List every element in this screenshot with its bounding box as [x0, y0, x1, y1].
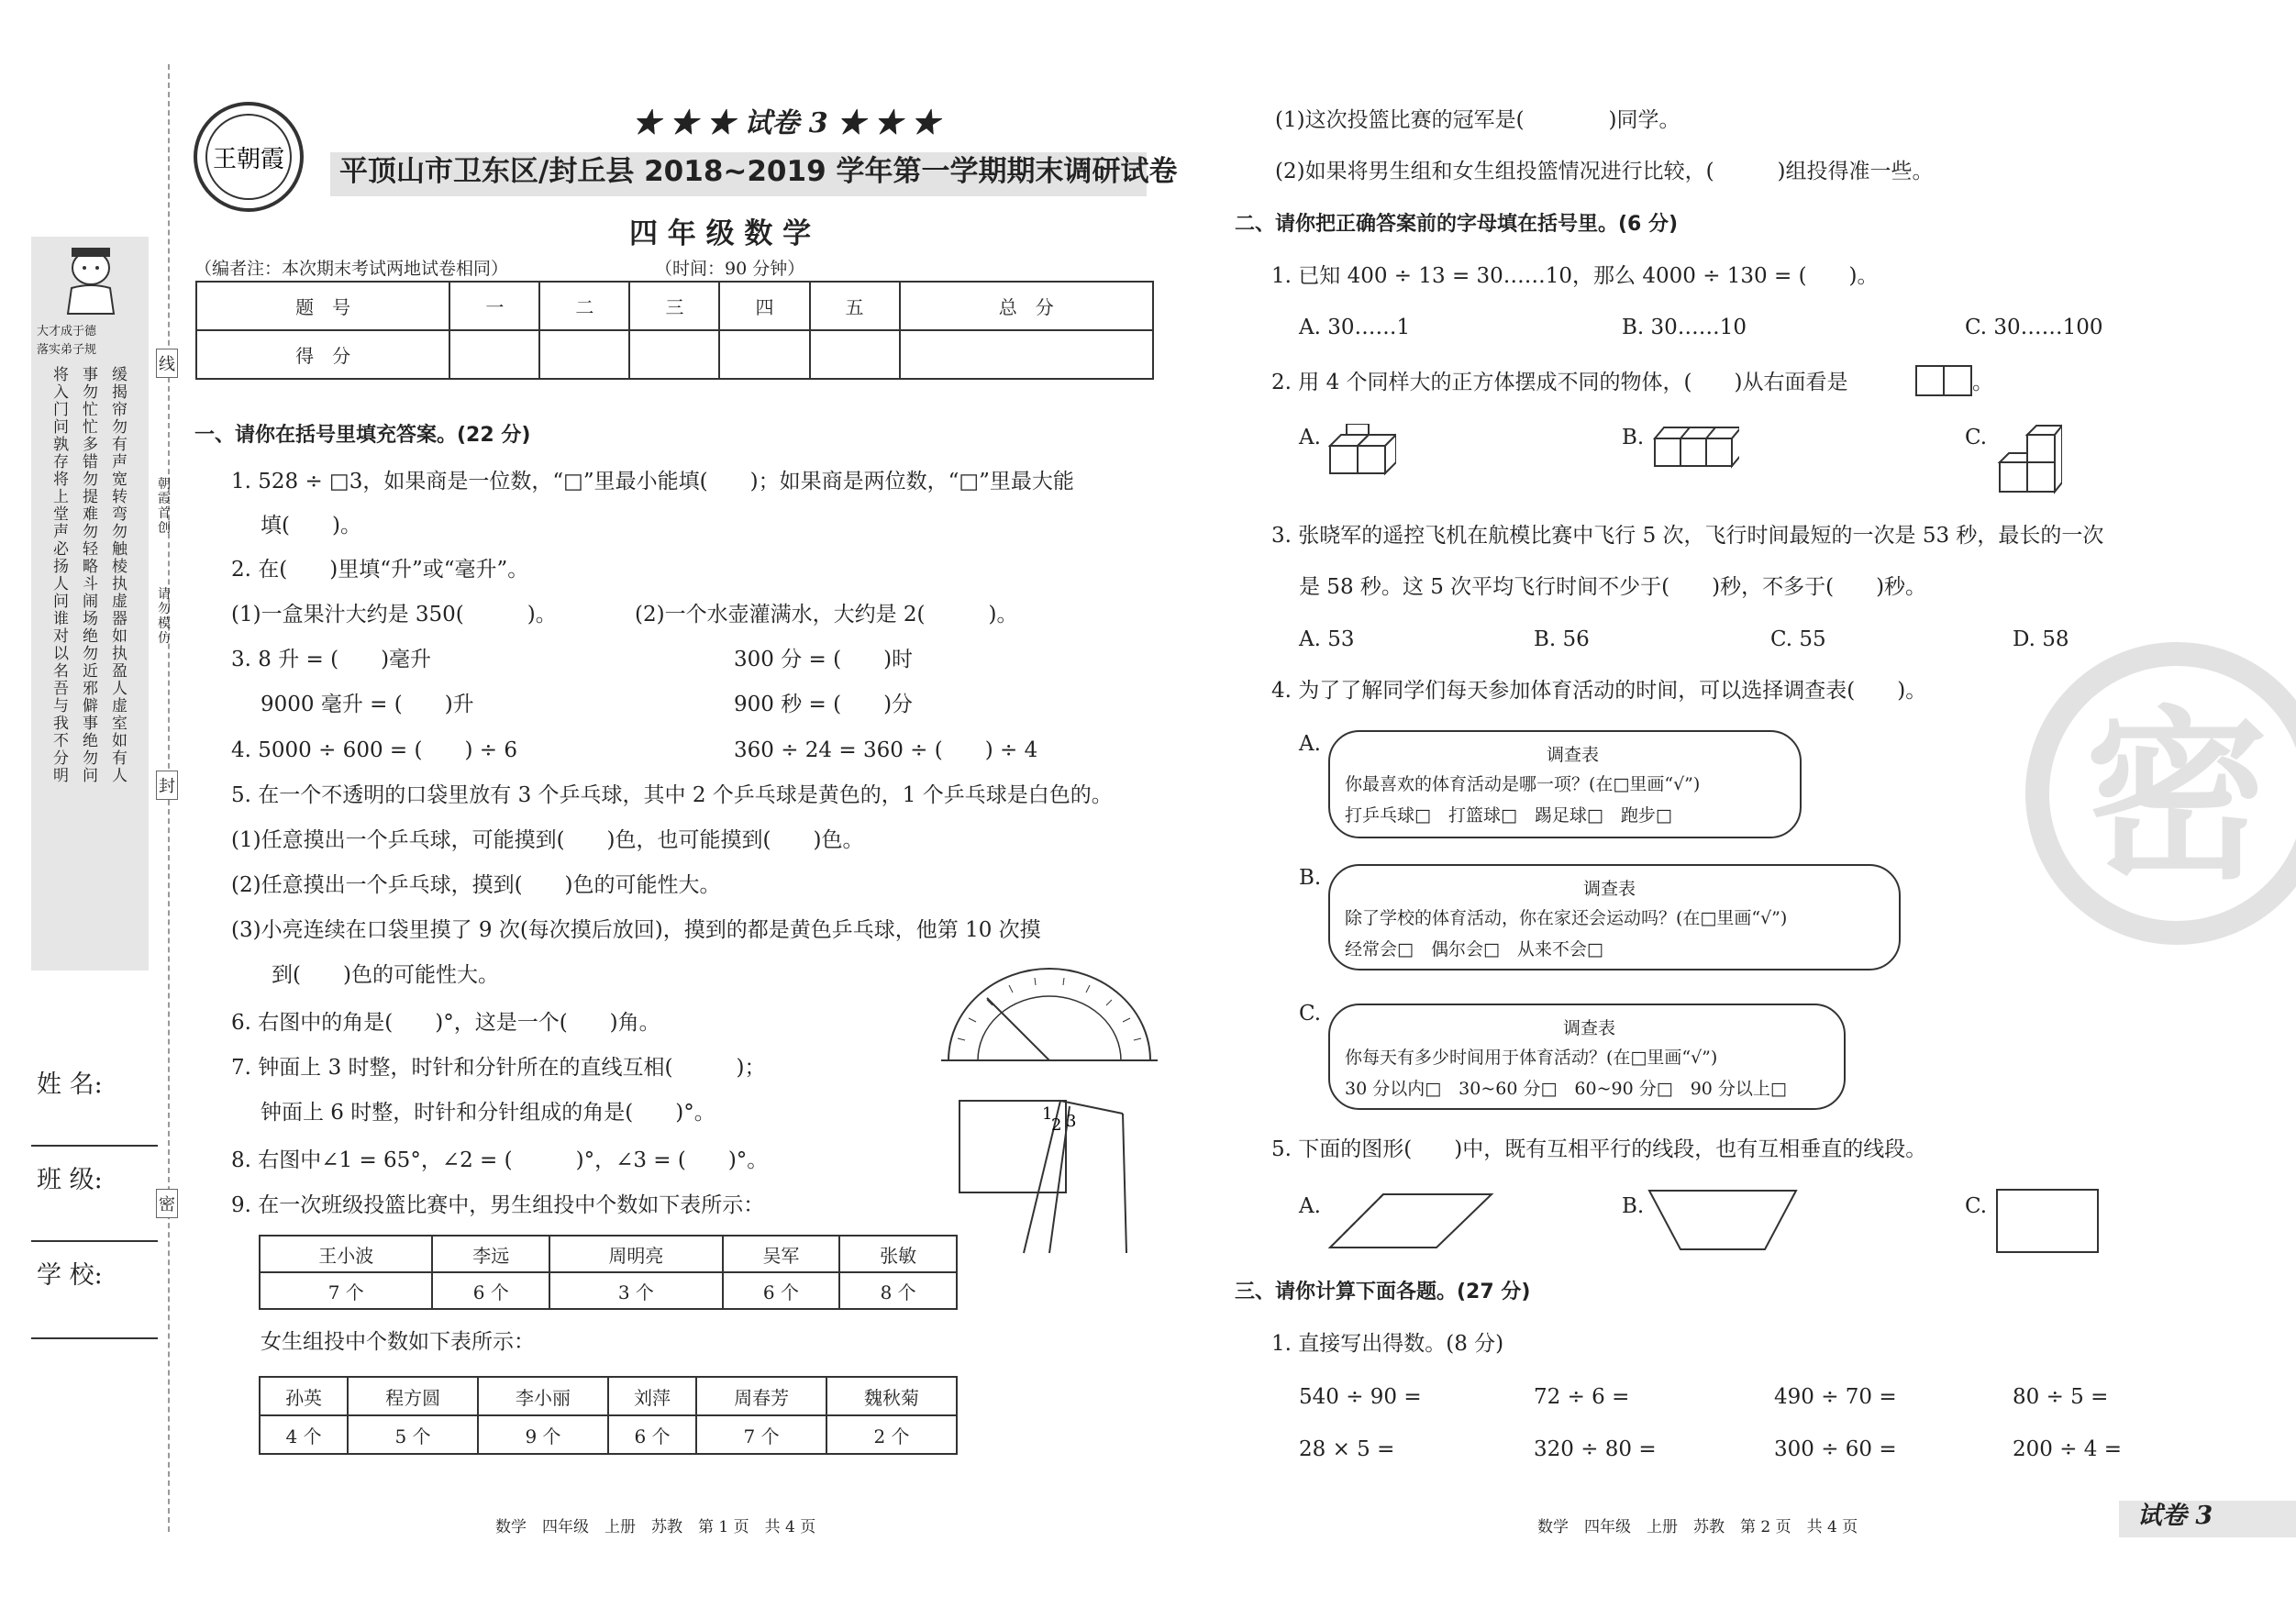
survey-table-b	[1328, 864, 1901, 970]
angle-label-2: 2	[1051, 1115, 1062, 1135]
exam-badge-text: 试卷 3	[744, 107, 828, 139]
girls-count-cell: 5 个	[348, 1415, 478, 1454]
question-5-3-line-2: 到( )色的可能性大。	[272, 963, 499, 987]
motto-top-2: 落实弟子规	[37, 343, 97, 357]
score-table	[195, 281, 1154, 380]
secret-stamp-text: 密	[2084, 691, 2268, 904]
question-4a: 4. 5000 ÷ 600 = ( ) ÷ 6	[231, 738, 517, 762]
question-5: 5. 在一个不透明的口袋里放有 3 个乒乓球，其中 2 个乒乓球是黄色的，1 个乒乓球是白色的。	[231, 783, 1113, 807]
question-3c: 9000 毫升 = ( )升	[261, 693, 474, 716]
exam-title: 平顶山市卫东区/封丘县 2018~2019 学年第一学期期末调研试卷	[339, 155, 1178, 188]
logo-emblem	[191, 99, 306, 215]
choice-4: 4. 为了了解同学们每天参加体育活动的时间，可以选择调查表( )。	[1271, 679, 1927, 703]
school-field[interactable]	[31, 1337, 158, 1339]
question-6: 6. 右图中的角是( )°，这是一个( )角。	[231, 1011, 660, 1035]
calc-item: 300 ÷ 60 =	[1774, 1437, 1897, 1461]
choice-2-option-c: C.	[1965, 426, 1988, 449]
calc-item: 80 ÷ 5 =	[2013, 1385, 2109, 1409]
choice-1-option-b: B. 30……10	[1622, 316, 1747, 339]
survey-c-title: 调查表	[1563, 1018, 1616, 1038]
boys-count-cell: 7 个	[260, 1272, 432, 1309]
motto-column-2: 事勿忙忙多错勿提难勿轻略斗闹场绝勿近邪僻事绝勿问	[83, 366, 98, 785]
class-field[interactable]	[31, 1240, 158, 1242]
choice-1: 1. 已知 400 ÷ 13 = 30……10，那么 4000 ÷ 130 = ( )。	[1271, 264, 1879, 288]
choice-3-option-b: B. 56	[1534, 627, 1590, 651]
name-field[interactable]	[31, 1145, 158, 1147]
question-3a: 3. 8 升 = ( )毫升	[231, 648, 432, 671]
girls-count-cell: 7 个	[696, 1415, 826, 1454]
binding-label-mi: 密	[156, 1189, 178, 1218]
boys-name-cell: 吴军	[723, 1236, 840, 1272]
section-1-title: 一、请你在括号里填充答案。(22 分)	[194, 424, 531, 447]
calc-item: 200 ÷ 4 =	[2013, 1437, 2123, 1461]
corner-badge: 试卷 3	[2137, 1502, 2213, 1530]
exam-badge: ★ ★ ★ 试卷 3 ★ ★ ★	[633, 107, 940, 139]
choice-1-option-c: C. 30……100	[1965, 316, 2103, 339]
question-5-1: (1)任意摸出一个乒乓球，可能摸到( )色，也可能摸到( )色。	[231, 828, 864, 852]
score-input-cell[interactable]	[810, 330, 900, 379]
question-4b: 360 ÷ 24 = 360 ÷ ( ) ÷ 4	[734, 738, 1038, 762]
calc-item: 72 ÷ 6 =	[1534, 1385, 1630, 1409]
subject-title: 四 年 级 数 学	[629, 217, 812, 250]
girls-name-cell: 周春芳	[696, 1377, 826, 1415]
girls-table	[259, 1376, 958, 1455]
calc-item: 320 ÷ 80 =	[1534, 1437, 1657, 1461]
side-note-1: 朝霞首创	[158, 477, 171, 536]
motto-column-1: 将入门问孰存将上堂声必扬人问谁对以名吾与我不分明	[53, 366, 69, 785]
choice-3-option-d: D. 58	[2013, 627, 2069, 651]
girls-name-cell: 刘萍	[608, 1377, 696, 1415]
calc-item: 490 ÷ 70 =	[1774, 1385, 1897, 1409]
class-label: 班 级:	[37, 1166, 103, 1194]
choice-5-option-b: B.	[1622, 1194, 1645, 1218]
binding-label-xian: 线	[156, 349, 178, 378]
girls-name-cell: 李小丽	[478, 1377, 608, 1415]
boys-name-cell: 张敏	[839, 1236, 957, 1272]
question-2-2: (2)一个水壶灌满水，大约是 2( )。	[635, 603, 1018, 627]
boys-table	[259, 1235, 958, 1310]
logo-text: 王朝霞	[212, 146, 285, 173]
editor-note: （编者注：本次期末考试两地试卷相同）	[194, 259, 509, 279]
choice-2-option-a: A.	[1299, 426, 1321, 449]
boys-count-cell: 6 个	[432, 1272, 549, 1309]
girls-name-cell: 孙英	[260, 1377, 348, 1415]
survey-b-title: 调查表	[1583, 879, 1636, 899]
trapezoid-figure	[1647, 1189, 1798, 1253]
choice-5: 5. 下面的图形( )中，既有互相平行的线段，也有互相垂直的线段。	[1271, 1137, 1927, 1161]
choice-1-option-a: A. 30……1	[1299, 316, 1411, 339]
choice-3-option-a: A. 53	[1299, 627, 1355, 651]
survey-c-label: C.	[1299, 1002, 1322, 1026]
score-input-cell[interactable]	[539, 330, 629, 379]
choice-2-end: 。	[1972, 371, 1993, 394]
cube-figure-b	[1651, 422, 1739, 473]
girls-intro: 女生组投中个数如下表所示：	[261, 1330, 535, 1354]
choice-2-option-b: B.	[1622, 426, 1645, 449]
boys-count-cell: 3 个	[549, 1272, 722, 1309]
boys-count-cell: 8 个	[839, 1272, 957, 1309]
question-3b: 300 分 = ( )时	[734, 648, 914, 671]
question-3d: 900 秒 = ( )分	[734, 693, 914, 716]
angle-figure	[958, 1099, 1128, 1255]
score-input-cell[interactable]	[629, 330, 719, 379]
score-header-cell: 题 号	[196, 282, 449, 330]
survey-b-question: 除了学校的体育活动，你在家还会运动吗？(在□里画“√”)	[1345, 908, 1788, 928]
girls-count-cell: 4 个	[260, 1415, 348, 1454]
question-1-line-1: 1. 528 ÷ □3，如果商是一位数，“□”里最小能填( )；如果商是两位数，“□”里最大能	[231, 470, 1074, 494]
survey-c-question: 你每天有多少时间用于体育活动？(在□里画“√”)	[1345, 1048, 1718, 1068]
cube-figure-a	[1326, 424, 1396, 484]
choice-3-line-1: 3. 张晓军的遥控飞机在航模比赛中飞行 5 次，飞行时间最短的一次是 53 秒，最长的一次	[1271, 524, 2104, 548]
question-5-2: (2)任意摸出一个乒乓球，摸到( )色的可能性大。	[231, 873, 721, 897]
side-note-2: 请勿模仿	[158, 587, 171, 646]
sidebar-motto-panel	[31, 237, 149, 970]
page-1-footer: 数学 四年级 上册 苏教 第 1 页 共 4 页	[495, 1518, 816, 1536]
rectangle-figure	[1996, 1189, 2099, 1253]
girls-count-cell: 6 个	[608, 1415, 696, 1454]
question-2: 2. 在( )里填“升”或“毫升”。	[231, 558, 529, 582]
score-input-cell[interactable]	[719, 330, 809, 379]
choice-2: 2. 用 4 个同样大的正方体摆成不同的物体，( )从右面看是	[1271, 371, 1848, 394]
page-2-footer: 数学 四年级 上册 苏教 第 2 页 共 4 页	[1537, 1518, 1858, 1536]
scholar-figure	[59, 242, 123, 316]
score-input-cell[interactable]	[900, 330, 1153, 379]
boys-name-cell: 李远	[432, 1236, 549, 1272]
score-row-label: 得 分	[196, 330, 449, 379]
score-header-cell: 四	[719, 282, 809, 330]
boys-name-cell: 王小波	[260, 1236, 432, 1272]
question-9: 9. 在一次班级投篮比赛中，男生组投中个数如下表所示：	[231, 1193, 765, 1217]
choice-3-option-c: C. 55	[1770, 627, 1826, 651]
boys-count-cell: 6 个	[723, 1272, 840, 1309]
calc-item: 28 × 5 =	[1299, 1437, 1395, 1461]
question-9-2: (2)如果将男生组和女生组投篮情况进行比较，( )组投得准一些。	[1275, 160, 1934, 183]
question-7-line-1: 7. 钟面上 3 时整，时针和分针所在的直线互相( )；	[231, 1056, 766, 1080]
score-header-cell: 二	[539, 282, 629, 330]
survey-c-options: 30 分以内□ 30~60 分□ 60~90 分□ 90 分以上□	[1345, 1079, 1787, 1099]
calc-question-1: 1. 直接写出得数。(8 分)	[1271, 1332, 1504, 1356]
score-header-cell: 一	[449, 282, 539, 330]
question-9-1: (1)这次投篮比赛的冠军是( )同学。	[1275, 108, 1680, 132]
choice-5-option-a: A.	[1299, 1194, 1321, 1218]
secret-stamp	[2025, 642, 2296, 945]
survey-a-options: 打乒乓球□ 打篮球□ 踢足球□ 跑步□	[1345, 805, 1672, 826]
section-3-title: 三、请你计算下面各题。(27 分)	[1235, 1281, 1531, 1303]
score-header-cell: 三	[629, 282, 719, 330]
girls-count-cell: 2 个	[826, 1415, 957, 1454]
choice-5-option-c: C.	[1965, 1194, 1988, 1218]
question-2-1: (1)一盒果汁大约是 350( )。	[231, 603, 557, 627]
school-label: 学 校:	[37, 1261, 103, 1290]
question-5-3-line-1: (3)小亮连续在口袋里摸了 9 次(每次摸后放回)，摸到的都是黄色乒乓球，他第 10 次摸	[231, 918, 1041, 942]
score-input-cell[interactable]	[449, 330, 539, 379]
survey-table-c	[1328, 1004, 1846, 1110]
survey-a-label: A.	[1299, 732, 1321, 756]
choice-3-line-2: 是 58 秒。这 5 次平均飞行时间不少于( )秒，不多于( )秒。	[1299, 575, 1927, 599]
cube-figure-c	[1996, 424, 2062, 499]
right-view-figure	[1915, 365, 1972, 396]
score-header-cell: 总 分	[900, 282, 1153, 330]
name-label: 姓 名:	[37, 1070, 103, 1099]
survey-b-options: 经常会□ 偶尔会□ 从来不会□	[1345, 939, 1603, 959]
question-7-line-2: 钟面上 6 时整，时针和分针组成的角是( )°。	[261, 1101, 715, 1125]
girls-name-cell: 魏秋菊	[826, 1377, 957, 1415]
exam-time: （时间：90 分钟）	[655, 259, 805, 279]
motto-column-3: 缓揭帘勿有声宽转弯勿触棱执虚器如执盈人虚室如有人	[112, 366, 128, 785]
question-1-line-2: 填( )。	[261, 514, 361, 538]
survey-a-title: 调查表	[1547, 745, 1600, 765]
section-2-title: 二、请你把正确答案前的字母填在括号里。(6 分)	[1235, 213, 1679, 236]
girls-count-cell: 9 个	[478, 1415, 608, 1454]
angle-label-3: 3	[1066, 1112, 1077, 1131]
boys-name-cell: 周明亮	[549, 1236, 722, 1272]
angle-label-1: 1	[1042, 1104, 1053, 1124]
survey-b-label: B.	[1299, 866, 1322, 890]
motto-top-1: 大才成于德	[37, 325, 97, 338]
calc-item: 540 ÷ 90 =	[1299, 1385, 1422, 1409]
survey-a-question: 你最喜欢的体育活动是哪一项？(在□里画“√”)	[1345, 774, 1701, 794]
girls-name-cell: 程方圆	[348, 1377, 478, 1415]
score-header-cell: 五	[810, 282, 900, 330]
protractor-figure	[941, 965, 1158, 1070]
survey-table-a	[1328, 730, 1802, 838]
parallelogram-figure	[1326, 1191, 1497, 1251]
binding-label-feng: 封	[156, 771, 178, 800]
question-8: 8. 右图中∠1 = 65°，∠2 = ( )°，∠3 = ( )°。	[231, 1148, 769, 1172]
